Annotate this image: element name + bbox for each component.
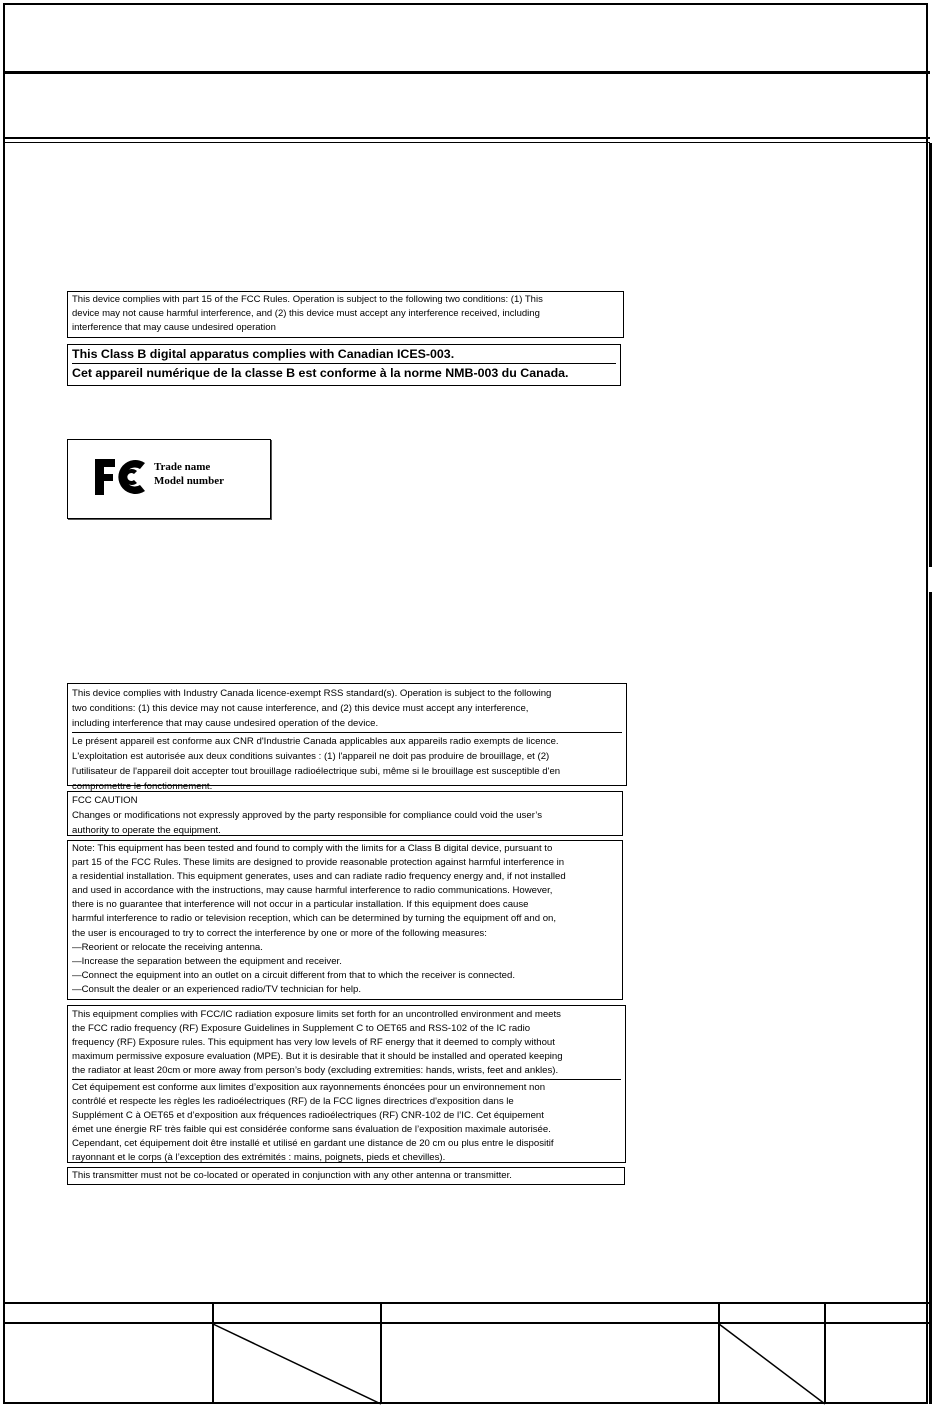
note-line: —Consult the dealer or an experienced radio/TV technician for help. bbox=[72, 983, 362, 995]
footer-col-1 bbox=[212, 1302, 214, 1404]
ic-line: L'exploitation est autorisée aux deux conditions suivantes : (1) l'appareil ne doit pas produire de brouillage, et (2) bbox=[72, 751, 550, 762]
caution-line: Changes or modifications not expressly approved by the party responsible for compliance could void the user’s bbox=[72, 810, 542, 821]
ic-line: Le présent appareil est conforme aux CNR d'Industrie Canada applicables aux appareils radio exempts de licence. bbox=[72, 736, 559, 747]
rf-line: the FCC radio frequency (RF) Exposure Guidelines in Supplement C to OET65 and RSS-102 of the IC radio bbox=[72, 1023, 531, 1034]
rf-french bbox=[72, 1080, 621, 1166]
fcc-logo-icon bbox=[93, 457, 155, 497]
class-b-note bbox=[67, 840, 623, 1000]
note-line: there is no guarantee that interference will not occur in a particular installation. If this equipment does cause bbox=[72, 899, 529, 911]
ices-french bbox=[72, 364, 616, 382]
ic-notice bbox=[67, 683, 627, 792]
trade-name-label: Trade name bbox=[154, 461, 211, 473]
fcc-label-sample bbox=[67, 439, 271, 519]
note-line: Note: This equipment has been tested and found to comply with the limits for a Class B digital device, pursuant to bbox=[72, 843, 553, 854]
ices-english bbox=[72, 345, 616, 364]
ic-line: two conditions: (1) this device may not cause interference, and (2) this device must accept any interference, bbox=[72, 703, 529, 714]
header-divider-2 bbox=[3, 137, 930, 139]
notice-line: This device complies with part 15 of the FCC Rules. Operation is subject to the following two conditions: (1) This bbox=[72, 294, 543, 305]
note-line: harmful interference to radio or television reception, which can be determined by turning the equipment off and on, bbox=[72, 913, 557, 925]
rf-line: maximum permissive exposure evaluation (MPE). But it is desirable that it should be installed and operated keeping bbox=[72, 1051, 563, 1062]
note-line: —Increase the separation between the equipment and receiver. bbox=[72, 955, 342, 967]
fcc-part15-notice bbox=[67, 291, 624, 338]
ic-line: including interference that may cause undesired operation of the device. bbox=[72, 718, 379, 729]
rf-line: frequency (RF) Exposure rules. This equipment has very low levels of RF energy that it deemed to comply without bbox=[72, 1037, 555, 1048]
ices-english-text: This Class B digital apparatus complies with Canadian ICES-003. bbox=[72, 347, 455, 361]
rf-exposure-statement bbox=[67, 1005, 626, 1163]
rf-line: This equipment complies with FCC/IC radiation exposure limits set forth for an uncontrolled environment and meets bbox=[72, 1009, 561, 1020]
header-divider-1 bbox=[3, 71, 930, 74]
footer-col-2 bbox=[380, 1302, 382, 1404]
footer-col-4 bbox=[824, 1302, 826, 1404]
header-divider-3 bbox=[3, 142, 930, 143]
fcc-caution bbox=[67, 791, 623, 836]
rf-line: Supplément C à OET65 et d’exposition aux fréquences radioélectriques (RF) CNR-102 de l’IC. Cet équipement bbox=[72, 1110, 544, 1121]
rf-line: Cependant, cet équipement doit être installé et utilisé en gardant une distance de 20 cm ou plus entre le dispositif bbox=[72, 1138, 554, 1149]
caution-line: authority to operate the equipment. bbox=[72, 825, 221, 836]
ic-line: compromettre le fonctionnement. bbox=[72, 781, 213, 792]
footer-col-3 bbox=[718, 1302, 720, 1404]
rf-line: the radiator at least 20cm or more away from person’s body (excluding extremities: hands, wrists, feet and ankles). bbox=[72, 1065, 559, 1076]
rf-english bbox=[72, 1007, 621, 1080]
notice-line: device may not cause harmful interference, and (2) this device must accept any interference received, including bbox=[72, 308, 540, 319]
ic-english bbox=[72, 685, 622, 733]
caution-title: FCC CAUTION bbox=[72, 795, 138, 806]
colocation-statement bbox=[67, 1167, 625, 1185]
note-line: —Reorient or relocate the receiving antenna. bbox=[72, 941, 263, 953]
rf-line: rayonnant et le corps (à l’exception des extrémités : mains, poignets, pieds et chevilles). bbox=[72, 1152, 446, 1163]
note-line: and used in accordance with the instructions, may cause harmful interference to radio communications. However, bbox=[72, 885, 553, 897]
note-line: a residential installation. This equipment generates, uses and can radiate radio frequency energy and, if not installed bbox=[72, 871, 566, 883]
ices-statement bbox=[67, 344, 621, 386]
rf-line: contrôlé et respecte les règles les radioélectriques (RF) de la FCC lignes directrices d'exposition dans le bbox=[72, 1096, 514, 1107]
note-line: the user is encouraged to try to correct the interference by one or more of the following measures: bbox=[72, 927, 487, 939]
rf-line: émet une énergie RF très faible qui est considérée conforme sans évaluation de l’exposition maximale autorisée. bbox=[72, 1124, 551, 1135]
ic-line: This device complies with Industry Canada licence-exempt RSS standard(s). Operation is subject to the following bbox=[72, 688, 552, 699]
margin-mark-top bbox=[929, 143, 932, 567]
ic-line: l'utilisateur de l'appareil doit accepter tout brouillage radioélectrique subi, même si le brouillage est susceptible d'en bbox=[72, 766, 561, 777]
note-line: part 15 of the FCC Rules. These limits are designed to provide reasonable protection against harmful interference in bbox=[72, 857, 565, 869]
ices-french-text: Cet appareil numérique de la classe B est conforme à la norme NMB-003 du Canada. bbox=[72, 366, 569, 380]
notice-line: interference that may cause undesired operation bbox=[72, 322, 276, 333]
footer-divider-mid bbox=[3, 1322, 930, 1324]
colocation-text: This transmitter must not be co-located or operated in conjunction with any other antenna or transmitter. bbox=[72, 1170, 512, 1181]
rf-line: Cet équipement est conforme aux limites d’exposition aux rayonnements énoncées pour un environnement non bbox=[72, 1082, 546, 1093]
margin-mark-bottom bbox=[929, 592, 932, 1404]
footer-divider-top bbox=[3, 1302, 930, 1304]
model-number-label: Model number bbox=[154, 475, 224, 487]
note-line: —Connect the equipment into an outlet on a circuit different from that to which the receiver is connected. bbox=[72, 969, 515, 981]
ic-french bbox=[72, 733, 622, 795]
